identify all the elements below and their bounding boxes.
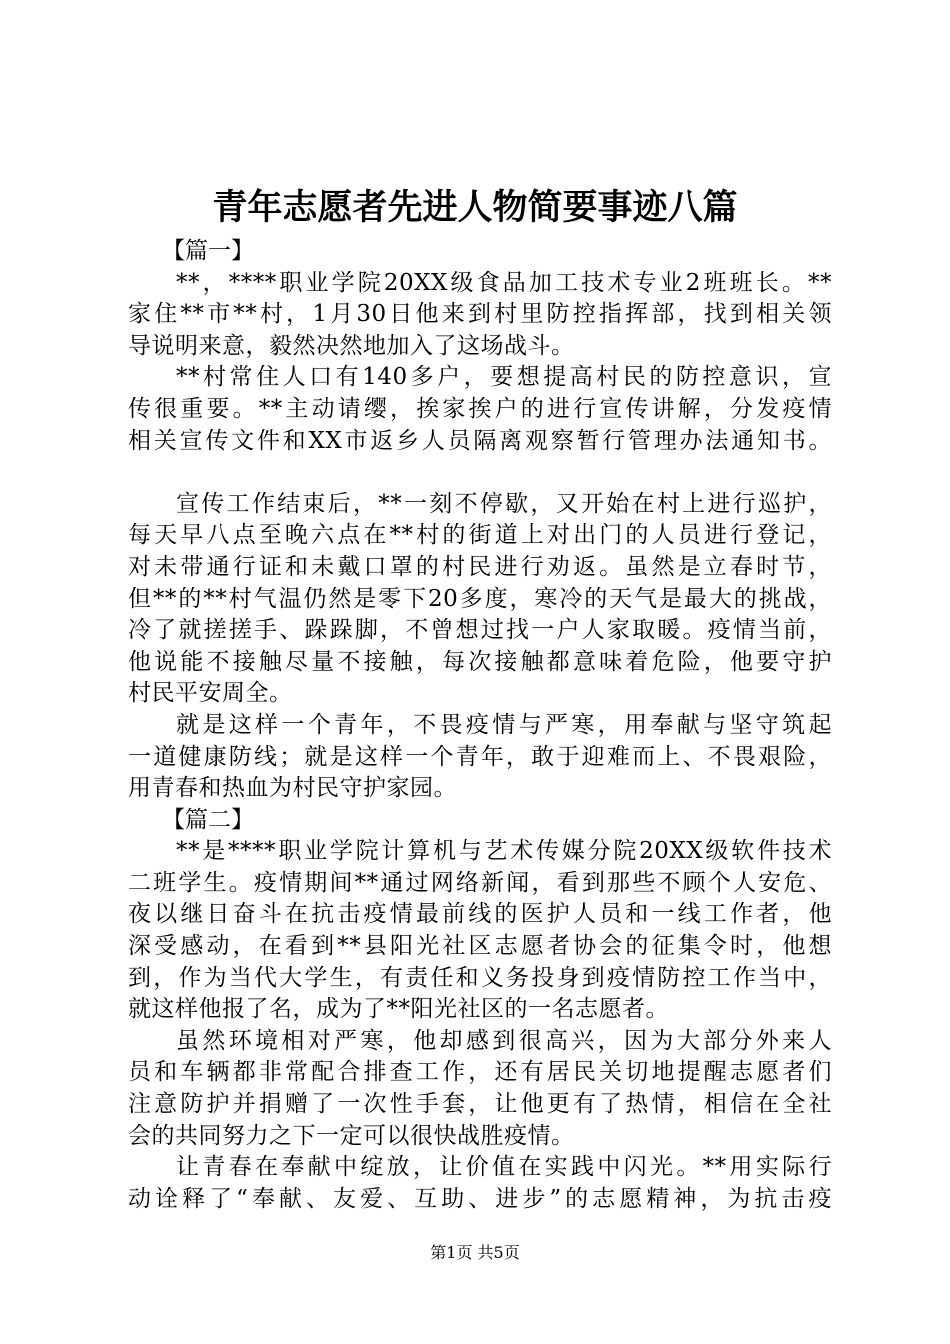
paragraph-line: 村民平安周全。 xyxy=(128,680,293,707)
paragraph-line: 对未带通行证和未戴口罩的村民进行劝返。虽然是立春时节， xyxy=(128,553,832,580)
paragraph-line: 但**的**村气温仍然是零下20多度，寒冷的天气是最大的挑战， xyxy=(128,585,832,612)
paragraph-line: 二班学生。疫情期间**通过网络新闻，看到那些不顾个人安危、 xyxy=(128,869,832,896)
paragraph-line: 注意防护并捐赠了一次性手套，让他更有了热情，相信在全社 xyxy=(128,1091,832,1118)
paragraph-line: 深受感动，在看到**县阳光社区志愿者协会的征集令时，他想 xyxy=(128,933,832,960)
document-body xyxy=(128,236,832,1215)
paragraph-line: 员和车辆都非常配合排查工作，还有居民关切地提醒志愿者们 xyxy=(128,1059,832,1086)
paragraph-line: 动诠释了“奉献、友爱、互助、进步”的志愿精神，为抗击疫 xyxy=(128,1185,832,1212)
page-footer: 第1页 共5页 xyxy=(430,1243,520,1262)
paragraph-line: **村常住人口有140多户，要想提高村民的防控意识，宣 xyxy=(176,364,832,391)
paragraph-line: 导说明来意，毅然决然地加入了这场战斗。 xyxy=(128,332,575,359)
blank-line xyxy=(128,457,832,489)
paragraph-line: **是****职业学院计算机与艺术传媒分院20XX级软件技术 xyxy=(176,838,832,865)
paragraph-line: 传很重要。**主动请缨，挨家挨户的进行宣传讲解，分发疫情 xyxy=(128,395,832,422)
section-heading: 【篇二】 xyxy=(162,806,254,833)
paragraph-line: 用青春和热血为村民守护家园。 xyxy=(128,775,457,802)
paragraph-line: 他说能不接触尽量不接触，每次接触都意味着危险，他要守护 xyxy=(128,648,832,675)
document-title: 青年志愿者先进人物简要事迹八篇 xyxy=(212,187,738,228)
paragraph-line: 会的共同努力之下一定可以很快战胜疫情。 xyxy=(128,1122,575,1149)
paragraph-line: **，****职业学院20XX级食品加工技术专业2班班长。** xyxy=(176,269,832,296)
paragraph-line: 就这样他报了名，成为了**阳光社区的一名志愿者。 xyxy=(128,996,669,1023)
paragraph-line: 让青春在奉献中绽放，让价值在实践中闪光。**用实际行 xyxy=(176,1154,832,1181)
paragraph-line: 夜以继日奋斗在抗击疫情最前线的医护人员和一线工作者，他 xyxy=(128,901,832,928)
paragraph-line: 冷了就搓搓手、跺跺脚，不曾想过找一户人家取暖。疫情当前， xyxy=(128,617,832,644)
paragraph-line: 宣传工作结束后，**一刻不停歇，又开始在村上进行巡护， xyxy=(176,490,832,517)
paragraph-line: 虽然环境相对严寒，他却感到很高兴，因为大部分外来人 xyxy=(176,1027,832,1054)
paragraph-line: 就是这样一个青年，不畏疫情与严寒，用奉献与坚守筑起 xyxy=(176,711,832,738)
paragraph-line: 相关宣传文件和XX市返乡人员隔离观察暂行管理办法通知书。 xyxy=(128,427,832,454)
paragraph-line: 一道健康防线；就是这样一个青年，敢于迎难而上、不畏艰险， xyxy=(128,743,832,770)
section-heading: 【篇一】 xyxy=(162,238,254,264)
paragraph-line: 家住**市**村，1月30日他来到村里防控指挥部，找到相关领 xyxy=(128,301,832,328)
paragraph-line: 到，作为当代大学生，有责任和义务投身到疫情防控工作当中， xyxy=(128,964,832,991)
paragraph-line: 每天早八点至晚六点在**村的街道上对出门的人员进行登记， xyxy=(128,522,832,549)
